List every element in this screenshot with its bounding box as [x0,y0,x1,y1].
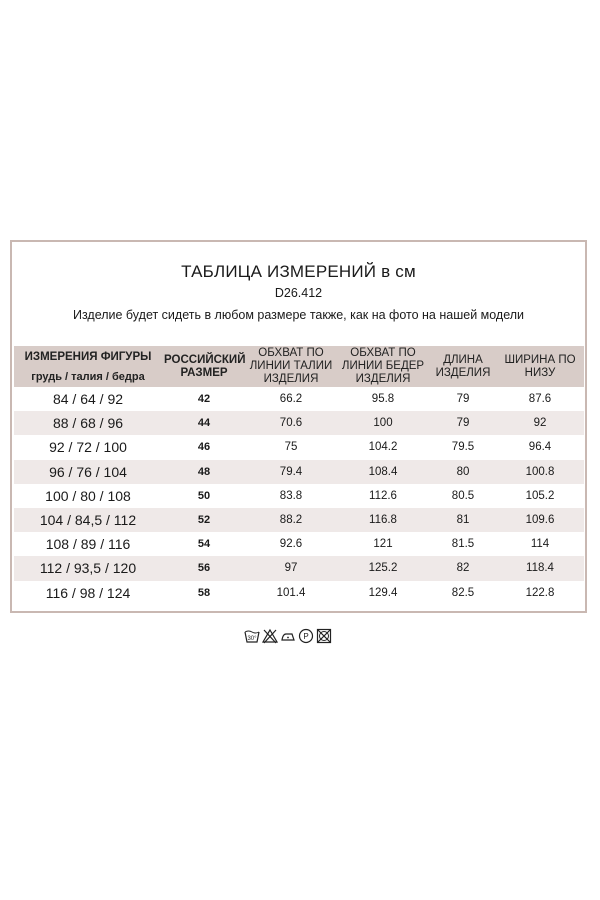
cell-waist: 88.2 [279,514,303,527]
cell-russian-size: 52 [197,514,211,527]
cell-figure: 84 / 64 / 92 [52,391,124,408]
cell-waist: 101.4 [276,586,306,599]
cell-russian-size: 50 [197,489,211,502]
table-row [14,532,584,556]
no-bleach-icon [262,628,278,644]
cell-waist: 66.2 [279,393,303,406]
table-row [14,556,584,580]
cell-hips: 129.4 [368,586,398,599]
header-russian-size: РОССИЙСКИЙ РАЗМЕР [164,353,246,379]
cell-waist: 83.8 [279,489,303,502]
table-row [14,435,584,459]
cell-russian-size: 42 [197,393,211,406]
cell-figure: 88 / 68 / 96 [52,415,124,432]
table-header-row [14,346,584,387]
cell-length: 81 [456,514,470,527]
wash-30-icon [244,628,260,644]
cell-figure: 96 / 76 / 104 [49,463,127,480]
cell-russian-size: 58 [197,586,211,599]
size-chart-card [10,240,587,613]
header-length: ДЛИНА ИЗДЕЛИЯ [435,353,491,379]
cell-waist: 92.6 [279,538,303,551]
cell-russian-size: 56 [197,562,211,575]
table-row [14,508,584,532]
cell-hips: 112.6 [369,489,397,502]
header-figure-label: ИЗМЕРЕНИЯ ФИГУРЫ [24,350,152,363]
fit-note: Изделие будет сидеть в любом размере также, как на фото на нашей модели [72,308,525,322]
cell-hips: 125.2 [368,562,398,575]
wash-temp-label: 30° [247,636,257,642]
cell-bottom-width: 87.6 [528,393,552,406]
header-waist: ОБХВАТ ПО ЛИНИИ ТАЛИИ ИЗДЕЛИЯ [249,347,333,385]
cell-bottom-width: 114 [530,538,550,551]
care-icons [244,626,332,646]
cell-length: 79.5 [451,441,475,454]
header-figure [14,346,162,387]
cell-bottom-width: 105.2 [525,489,555,502]
cell-bottom-width: 96.4 [528,441,552,454]
no-tumble-dry-icon [316,628,332,644]
cell-waist: 79.4 [279,465,303,478]
cell-length: 80.5 [451,489,475,502]
cell-bottom-width: 100.8 [525,465,555,478]
cell-length: 79 [456,393,470,406]
cell-russian-size: 44 [197,417,211,430]
cell-bottom-width: 109.6 [525,514,555,527]
dry-clean-letter: P [303,632,309,641]
cell-russian-size: 54 [197,538,211,551]
cell-waist: 97 [284,562,298,575]
cell-russian-size: 46 [197,441,211,454]
size-rows [14,387,584,605]
cell-length: 80 [456,465,470,478]
cell-hips: 100 [373,417,393,430]
cell-hips: 95.8 [371,393,395,406]
cell-length: 79 [456,417,470,430]
cell-length: 82.5 [451,586,475,599]
table-row [14,460,584,484]
cell-bottom-width: 122.8 [525,586,555,599]
cell-figure: 92 / 72 / 100 [49,439,127,456]
cell-figure: 108 / 89 / 116 [45,536,131,553]
size-table [14,346,584,605]
cell-hips: 104.2 [368,441,398,454]
cell-bottom-width: 92 [533,417,547,430]
table-row [14,411,584,435]
article-code: D26.412 [274,286,323,300]
header-figure-sub: грудь / талия / бедра [31,370,145,383]
cell-hips: 108.4 [368,465,398,478]
table-row [14,387,584,411]
header-hips: ОБХВАТ ПО ЛИНИИ БЕДЕР ИЗДЕЛИЯ [341,347,425,385]
cell-figure: 104 / 84,5 / 112 [39,512,137,529]
cell-waist: 75 [284,441,298,454]
cell-figure: 100 / 80 / 108 [45,487,131,504]
page-title: ТАБЛИЦА ИЗМЕРЕНИЙ в см [181,262,416,281]
cell-russian-size: 48 [197,465,211,478]
table-row [14,581,584,605]
header-bottom-width: ШИРИНА ПО НИЗУ [504,353,576,379]
table-row [14,484,584,508]
cell-bottom-width: 118.4 [526,562,554,575]
iron-low-icon [280,628,296,644]
cell-length: 81.5 [451,538,475,551]
cell-hips: 116.8 [369,514,397,527]
cell-figure: 112 / 93,5 / 120 [39,560,137,577]
dry-clean-p-icon [298,628,314,644]
cell-length: 82 [456,562,470,575]
cell-waist: 70.6 [279,417,303,430]
cell-figure: 116 / 98 / 124 [45,584,131,601]
cell-hips: 121 [373,538,393,551]
